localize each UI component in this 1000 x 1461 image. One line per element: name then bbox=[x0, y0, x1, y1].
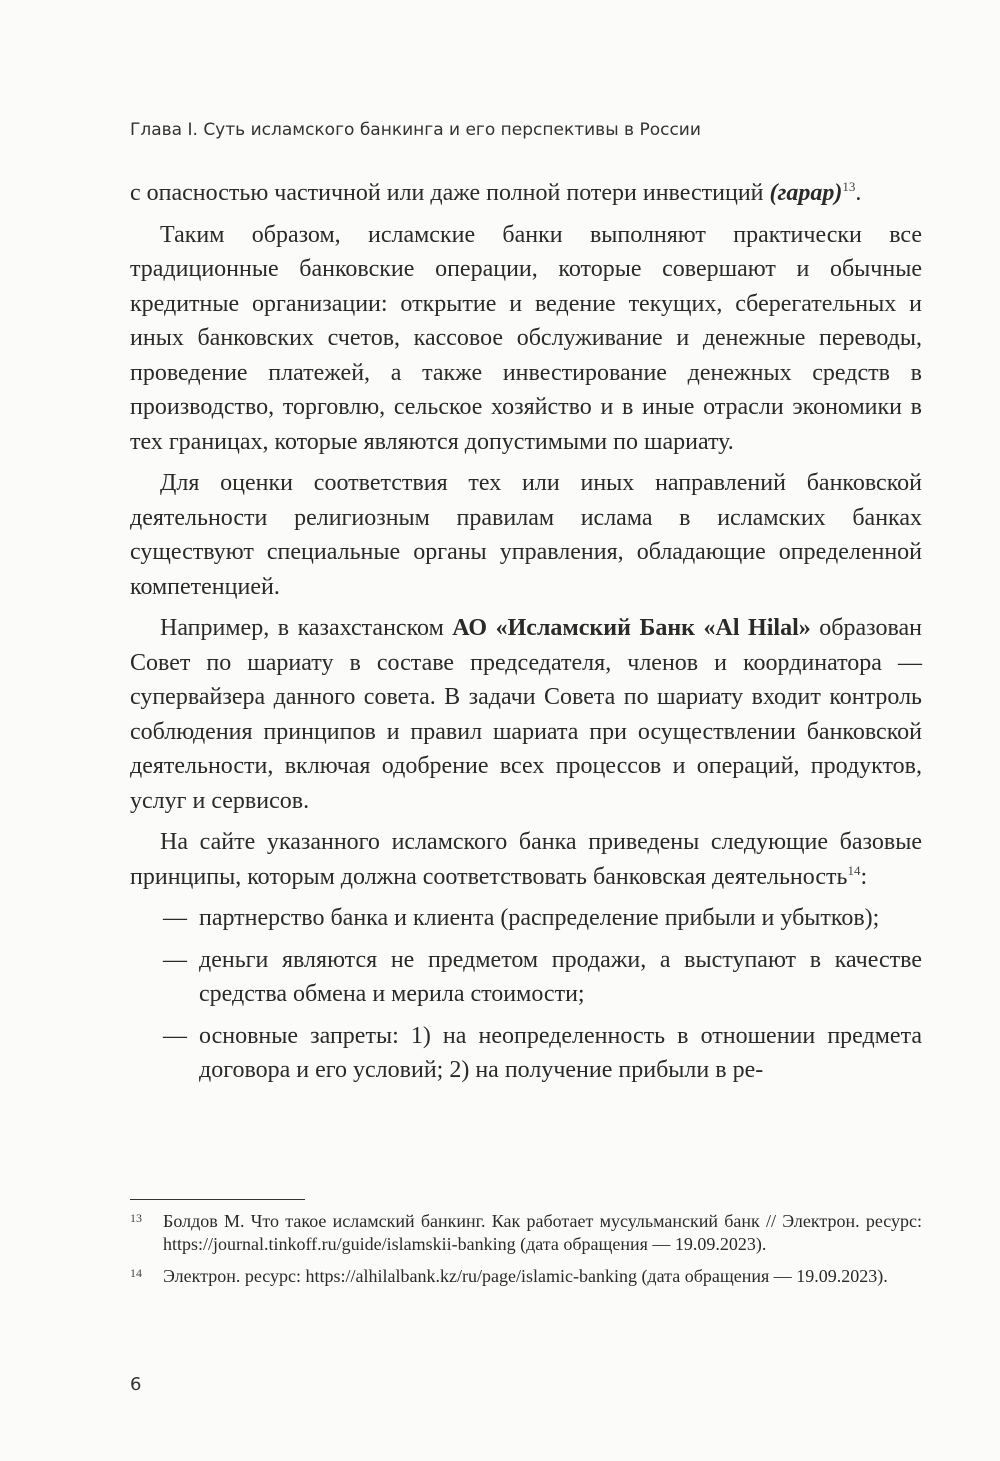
dash-marker: — bbox=[163, 905, 187, 931]
running-head: Глава I. Суть исламского банкинга и его перспективы в России bbox=[130, 120, 701, 140]
principles-list bbox=[130, 901, 922, 1088]
footnote-divider bbox=[130, 1199, 305, 1200]
footnote-ref-14[interactable]: 14 bbox=[847, 862, 861, 878]
p4-before: Например, в казахстанском bbox=[160, 615, 453, 641]
footnote-number: 14 bbox=[130, 1266, 142, 1280]
footnote-text: Болдов М. Что такое исламский банкинг. Как работает мусульманский банк // Электрон. ресурс: https://journal.tinkoff.ru/guide/islamskii-banking (дата обращения — 19.09.2023). bbox=[163, 1211, 922, 1254]
paragraph-1 bbox=[130, 176, 922, 211]
paragraph-5 bbox=[130, 825, 922, 894]
footnote-number: 13 bbox=[130, 1211, 142, 1225]
p5-text: На сайте указанного исламского банка приведены следующие базовые принципы, которым должна соответствовать банковская деятельность bbox=[130, 829, 922, 890]
list-item bbox=[130, 1019, 922, 1088]
list-item bbox=[130, 901, 922, 936]
p5-end: : bbox=[860, 863, 868, 890]
footnote-14 bbox=[130, 1265, 922, 1288]
list-item-text: деньги являются не предметом продажи, а выступают в качестве средства обмена и мерила стоимости; bbox=[199, 946, 922, 1007]
term-garar: (гарар) bbox=[769, 180, 843, 206]
p1-end: . bbox=[855, 180, 862, 206]
main-text bbox=[130, 176, 922, 1095]
list-item-text: партнерство банка и клиента (распределение прибыли и убытков); bbox=[199, 905, 880, 931]
p4-after: образован Совет по шариату в составе председателя, членов и координатора — супервайзера данного совета. В задачи Совета по шариату входит контроль соблюдения принципов и правил шариата при осуществлении банковской деятельности, включая одобрение всех процессов и операций, продуктов, услуг и сервисов. bbox=[130, 615, 922, 814]
footnote-text: Электрон. ресурс: https://alhilalbank.kz/ru/page/islamic-banking (дата обращения — 19.09.2023). bbox=[163, 1266, 888, 1286]
footnotes bbox=[130, 1210, 922, 1297]
bank-name: АО «Исламский Банк «Al Hilal» bbox=[452, 615, 811, 641]
page-number: 6 bbox=[130, 1374, 142, 1395]
list-item-text: основные запреты: 1) на неопределенность в отношении предмета договора и его условий; 2) на получение прибыли в ре- bbox=[199, 1022, 922, 1083]
dash-marker: — bbox=[163, 1022, 187, 1049]
footnote-ref-13[interactable]: 13 bbox=[842, 179, 856, 194]
footnote-13 bbox=[130, 1210, 922, 1256]
paragraph-4 bbox=[130, 611, 922, 818]
dash-marker: — bbox=[163, 946, 187, 973]
list-item bbox=[130, 943, 922, 1012]
paragraph-3: Для оценки соответствия тех или иных направлений банковской деятельности религиозным правилам ислама в исламских банках существуют специальные органы управления, обладающие определенной компетенцией. bbox=[130, 470, 922, 600]
paragraph-2: Таким образом, исламские банки выполняют практически все традиционные банковские операции, которые совершают и обычные кредитные организации: открытие и ведение текущих, сберегательных и иных банковских счетов, кассовое обслуживание и денежные переводы, проведение платежей, а также инвестирование денежных средств в производство, торговлю, сельское хозяйство и в иные отрасли экономики в тех границах, которые являются допустимыми по шариату. bbox=[130, 221, 922, 455]
p1-text: с опасностью частичной или даже полной потери инвестиций bbox=[130, 180, 770, 206]
